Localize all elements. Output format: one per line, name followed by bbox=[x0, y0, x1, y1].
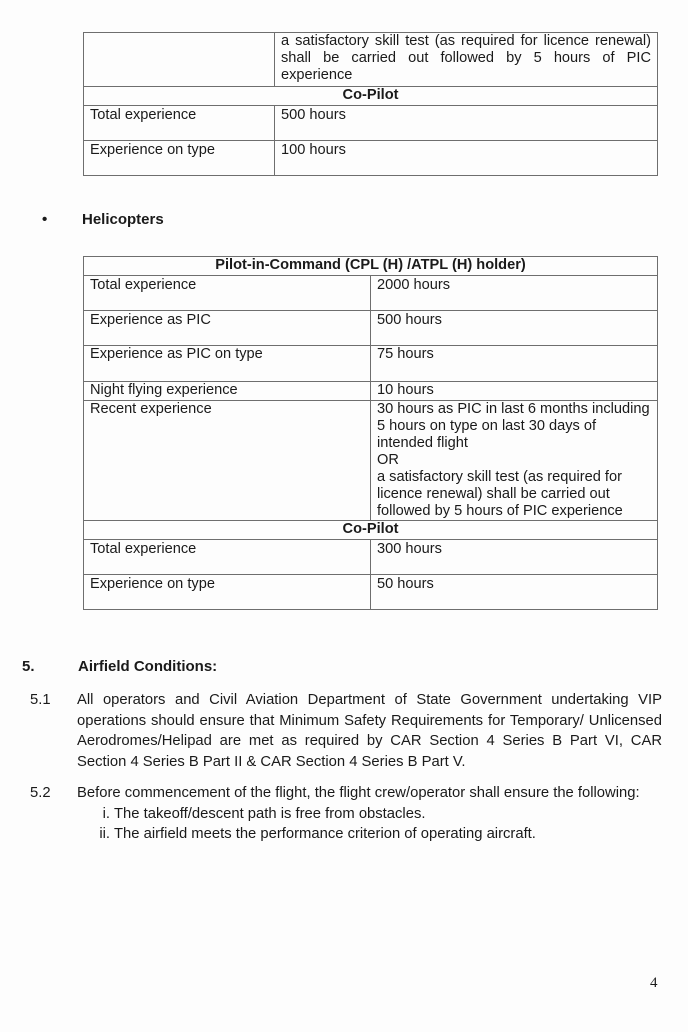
helicopters-heading bbox=[42, 211, 164, 228]
table-row bbox=[84, 540, 658, 575]
table-cell-label: Experience on type bbox=[84, 141, 275, 176]
table-section-header-row bbox=[84, 257, 658, 276]
paragraph-number: 5.1 bbox=[30, 692, 51, 708]
page-number: 4 bbox=[650, 975, 658, 991]
requirements-list bbox=[92, 804, 662, 845]
table-cell-value: 300 hours bbox=[371, 540, 658, 575]
fixed-wing-requirements-table-continued bbox=[83, 32, 658, 176]
bullet-icon: • bbox=[42, 211, 48, 228]
table-cell-value: 75 hours bbox=[371, 346, 658, 382]
recent-experience-line: a satisfactory skill test (as required for licence renewal) shall be carried out followed by 5 hours of PIC experience bbox=[377, 469, 623, 519]
table-row bbox=[84, 575, 658, 610]
table-cell-value: 500 hours bbox=[275, 106, 658, 141]
section-title: Airfield Conditions: bbox=[78, 658, 218, 675]
table-row bbox=[84, 106, 658, 141]
table-cell-value: a satisfactory skill test (as required for licence renewal) shall be carried out followed by 5 hours of PIC experience bbox=[275, 33, 658, 87]
table-cell-label: Total experience bbox=[84, 106, 275, 141]
paragraph-5-2 bbox=[30, 783, 662, 845]
table-cell-label: Recent experience bbox=[84, 401, 371, 521]
paragraph-number: 5.2 bbox=[30, 785, 51, 801]
list-item bbox=[92, 804, 662, 825]
table-cell-label: Experience on type bbox=[84, 575, 371, 610]
paragraph-text: All operators and Civil Aviation Department of State Government undertaking VIP operations should ensure that Minimum Safety Requirements for Temporary/ Unlicensed Aerodromes/Helipad are met as required by CAR Section 4 Series B Part VI, CAR Section 4 Series B Part II & CAR Section 4 Series B Part V. bbox=[77, 692, 662, 770]
copilot-header: Co-Pilot bbox=[84, 87, 658, 106]
list-marker: ii. bbox=[99, 826, 110, 842]
list-marker: i. bbox=[102, 805, 110, 822]
table-row bbox=[84, 276, 658, 311]
copilot-header: Co-Pilot bbox=[84, 521, 658, 540]
table-cell-label bbox=[84, 33, 275, 87]
table-cell-value: 10 hours bbox=[371, 382, 658, 401]
table-cell-label: Total experience bbox=[84, 540, 371, 575]
table-row bbox=[84, 382, 658, 401]
table-row bbox=[84, 311, 658, 346]
recent-experience-line: OR bbox=[377, 452, 399, 468]
paragraph-text: Before commencement of the flight, the flight crew/operator shall ensure the following: bbox=[77, 785, 640, 801]
list-item-text: The takeoff/descent path is free from obstacles. bbox=[114, 805, 426, 822]
table-cell-value: 100 hours bbox=[275, 141, 658, 176]
helicopters-heading-text: Helicopters bbox=[82, 211, 164, 228]
table-row bbox=[84, 33, 658, 87]
helicopter-requirements-table bbox=[83, 256, 658, 610]
list-item-text: The airfield meets the performance criterion of operating aircraft. bbox=[114, 826, 536, 842]
section-heading bbox=[22, 658, 217, 675]
paragraph-5-1 bbox=[30, 690, 662, 772]
table-cell-value: 500 hours bbox=[371, 311, 658, 346]
recent-experience-line: 5 hours on type on last 30 days of intended flight bbox=[377, 418, 597, 451]
table-cell-value bbox=[371, 401, 658, 521]
list-item bbox=[92, 824, 662, 845]
table-cell-value: 50 hours bbox=[371, 575, 658, 610]
pic-header: Pilot-in-Command (CPL (H) /ATPL (H) holder) bbox=[84, 257, 658, 276]
table-cell-label: Total experience bbox=[84, 276, 371, 311]
table-row bbox=[84, 401, 658, 521]
table-section-header-row bbox=[84, 87, 658, 106]
table-row bbox=[84, 141, 658, 176]
table-cell-label: Night flying experience bbox=[84, 382, 371, 401]
section-number: 5. bbox=[22, 658, 35, 675]
recent-experience-line: 30 hours as PIC in last 6 months including bbox=[377, 401, 650, 417]
table-cell-label: Experience as PIC on type bbox=[84, 346, 371, 382]
table-row bbox=[84, 346, 658, 382]
table-cell-value: 2000 hours bbox=[371, 276, 658, 311]
table-cell-label: Experience as PIC bbox=[84, 311, 371, 346]
table-section-header-row bbox=[84, 521, 658, 540]
